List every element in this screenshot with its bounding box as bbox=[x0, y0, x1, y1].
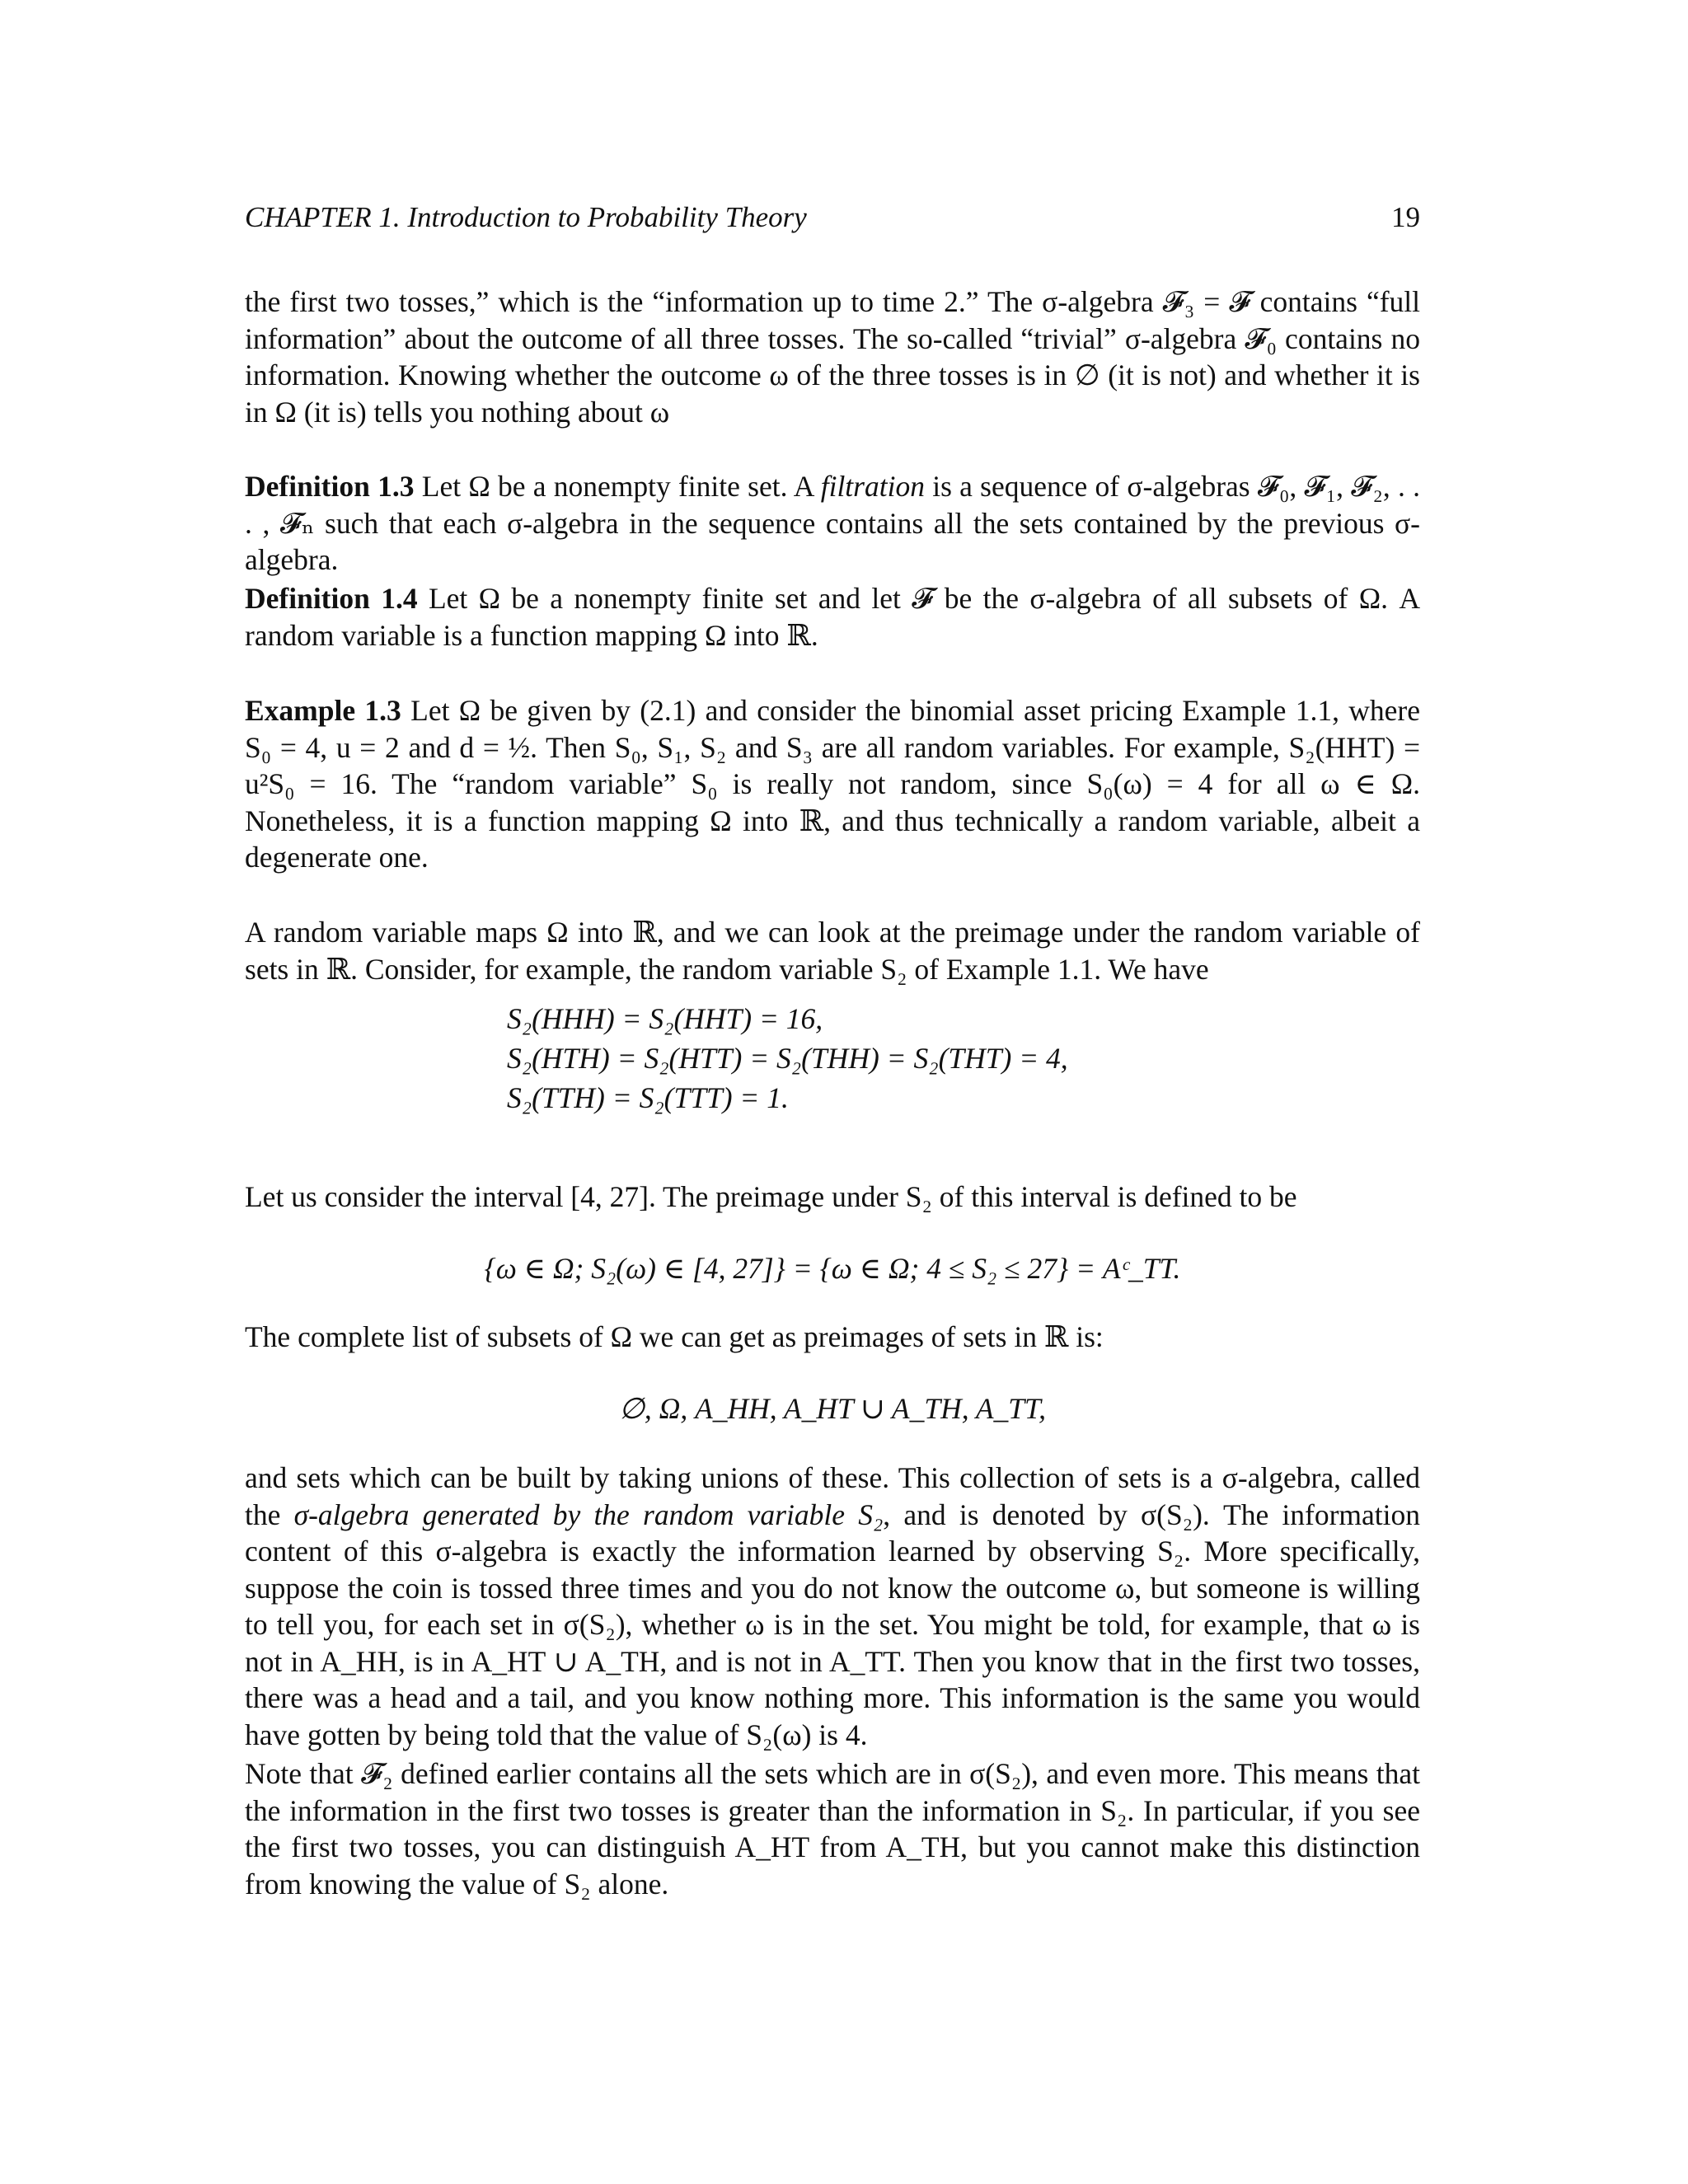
definition-label: Definition 1.4 bbox=[245, 582, 418, 615]
chapter-title: CHAPTER 1. Introduction to Probability Theory bbox=[245, 201, 807, 233]
definition-text: Let Ω be a nonempty finite set. A bbox=[414, 470, 821, 503]
example-text: Let Ω be given by (2.1) and consider the binomial asset pricing Example 1.1, where S₀ = 4, u = 2 and d = ½. Then S₀, S₁, S₂ and S₃ are all random variables. For example, S₂(HHT) = u²S₀ = 16. The “random variable” S₀ is really not random, since S₀(ω) = 4 for all ω ∈ Ω. Nonetheless, it is a function mapping Ω into ℝ, and thus technically a random variable, albeit a degenerate one. bbox=[245, 694, 1420, 874]
paragraph-preimage-intro: A random variable maps Ω into ℝ, and we can look at the preimage under the random variable of sets in ℝ. Consider, for example, the random variable S₂ of Example 1.1. We have bbox=[245, 916, 1420, 986]
equation-line: S₂(TTH) = S₂(TTT) = 1. bbox=[507, 1081, 789, 1114]
equation-subset-list: ∅, Ω, A_HH, A_HT ∪ A_TH, A_TT, bbox=[618, 1392, 1047, 1425]
paragraph-sigma-algebra-generated bbox=[245, 1460, 1420, 1753]
page-number: 19 bbox=[1391, 201, 1420, 233]
definition-text: Let Ω be a nonempty finite set and let 𝓕 be the σ-algebra of all subsets of Ω. A random variable is a function mapping Ω into ℝ. bbox=[245, 582, 1420, 652]
equation-array-s2-values bbox=[507, 999, 1068, 1118]
definition-text-continued: is a sequence of σ-algebras 𝓕₀, 𝓕₁, 𝓕₂, . . . , 𝓕ₙ such that each σ-algebra in the sequence contains all the sets contained by the previous σ-algebra. bbox=[245, 470, 1420, 576]
definition-label: Definition 1.3 bbox=[245, 470, 415, 503]
definition-term: filtration bbox=[820, 470, 925, 503]
paragraph-subsets-list-intro: The complete list of subsets of Ω we can get as preimages of sets in ℝ is: bbox=[245, 1320, 1104, 1353]
equation-preimage: {ω ∈ Ω; S₂(ω) ∈ [4, 27]} = {ω ∈ Ω; 4 ≤ S₂ ≤ 27} = Aᶜ_TT. bbox=[484, 1252, 1181, 1285]
paragraph-f2-comparison: Note that 𝓕₂ defined earlier contains all the sets which are in σ(S₂), and even more. This means that the information in the first two tosses is greater than the information in S₂. In particular, if you see the first two tosses, you can distinguish A_HT from A_TH, but you cannot make this distinction from knowing the value of S₂ alone. bbox=[245, 1757, 1420, 1900]
equation-line: S₂(HTH) = S₂(HTT) = S₂(THH) = S₂(THT) = 4, bbox=[507, 1042, 1068, 1075]
paragraph-information-up-to-time-2: the first two tosses,” which is the “information up to time 2.” The σ-algebra 𝓕₃ = 𝓕 contains “full information” about the outcome of all three tosses. The so-called “trivial” σ-algebra 𝓕₀ contains no information. Knowing whether the outcome ω of the three tosses is in ∅ (it is not) and whether it is in Ω (it is) tells you nothing about ω bbox=[245, 285, 1420, 429]
paragraph-interval: Let us consider the interval [4, 27]. The preimage under S₂ of this interval is defined to be bbox=[245, 1180, 1297, 1213]
definition-1-3 bbox=[245, 468, 1420, 579]
example-1-3 bbox=[245, 692, 1420, 876]
definition-1-4 bbox=[245, 580, 1420, 654]
example-label: Example 1.3 bbox=[245, 694, 401, 727]
running-header bbox=[245, 201, 1420, 241]
equation-line: S₂(HHH) = S₂(HHT) = 16, bbox=[507, 1002, 823, 1035]
emphasized-term: σ-algebra generated by the random variable S₂ bbox=[293, 1497, 884, 1531]
paragraph-text: and sets which can be built by taking unions of these. This collection of sets is a σ-algebra, called the bbox=[245, 1461, 1420, 1531]
paragraph-text-continued: , and is denoted by σ(S₂). The information content of this σ-algebra is exactly the information learned by observing S₂. More specifically, suppose the coin is tossed three times and you do not know the outcome ω, but someone is willing to tell you, for each set in σ(S₂), whether ω is in the set. You might be told, for example, that ω is not in A_HH, is in A_HT ∪ A_TH, and is not in A_TT. Then you know that in the first two tosses, there was a head and a tail, and you know nothing more. This information is the same you would have gotten by being told that the value of S₂(ω) is 4. bbox=[245, 1497, 1421, 1751]
